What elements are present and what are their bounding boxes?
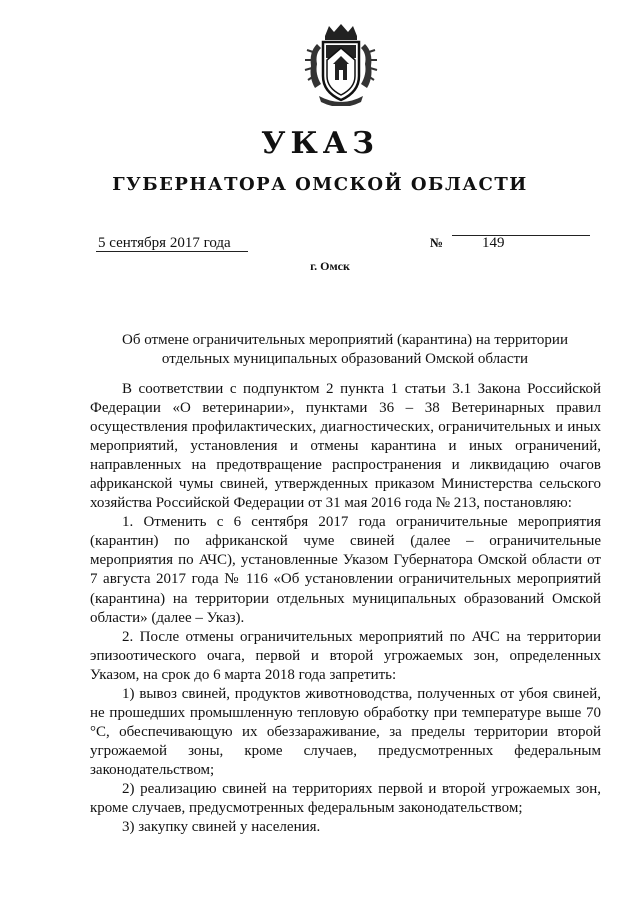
clause-paragraph: 2. После отмены ограничительных мероприятий по АЧС на территории эпизоотического очага, первой и второй угрожаемых зон, определенных Указом, на срок до 6 марта 2018 года запретить:: [90, 628, 601, 683]
decree-body: [90, 380, 601, 837]
preamble-paragraph: В соответствии с подпунктом 2 пункта 1 статьи 3.1 Закона Российской Федерации «О ветеринарии», пунктами 36 – 38 Ветеринарных правил осуществления профилактических, диагностических, ограничительных и иных мероприятий, установления и отмены карантина и иных ограничений, направленных на предотвращение распространения и ликвидацию очагов африканской чумы свиней, утвержденных приказом Министерства сельского хозяйства Российской Федерации от 31 мая 2016 года № 213, постановляю:: [90, 381, 601, 512]
issuing-city: г. Омск: [310, 259, 350, 273]
subclause-paragraph: 2) реализацию свиней на территориях первой и второй угрожаемых зон, кроме случаев, предусмотренных федеральным законодательством;: [90, 780, 601, 817]
subclause-paragraph: 3) закупку свиней у населения.: [122, 819, 321, 836]
heading-line: отдельных муниципальных образований Омской области: [161, 351, 529, 367]
number-underline: [452, 235, 590, 236]
subclause-paragraph: 1) вывоз свиней, продуктов животноводства, полученных от убоя свиней, не прошедших промышленную тепловую обработку при температуре выше 70 °С, обеспечивающую их обеззараживание, за пределы территории второй угрожаемой зоны, кроме случаев, предусмотренных федеральным законодательством;: [90, 685, 601, 778]
heading-line: Об отмене ограничительных мероприятий (карантина) на территории: [122, 332, 568, 348]
number-sign: №: [430, 235, 444, 250]
clause-paragraph: 1. Отменить с 6 сентября 2017 года ограничительные мероприятия (карантин) по африканской чуме свиней (далее – ограничительные мероприятия по АЧС), установленные Указом Губернатора Омской области от 7 августа 2017 года № 116 «Об установлении ограничительных мероприятий (карантина) на территории отдельных муниципальных образований Омской области» (далее – Указ).: [90, 514, 601, 626]
omsk-coat-of-arms-icon: [303, 22, 379, 106]
issuer-title: ГУБЕРНАТОРА ОМСКОЙ ОБЛАСТИ: [112, 174, 528, 195]
decree-number-field: [430, 235, 590, 252]
decree-heading: [90, 331, 600, 369]
decree-date: 5 сентября 2017 года: [96, 235, 248, 252]
decree-number: 149: [482, 235, 505, 251]
document-title: УКАЗ: [261, 126, 379, 161]
